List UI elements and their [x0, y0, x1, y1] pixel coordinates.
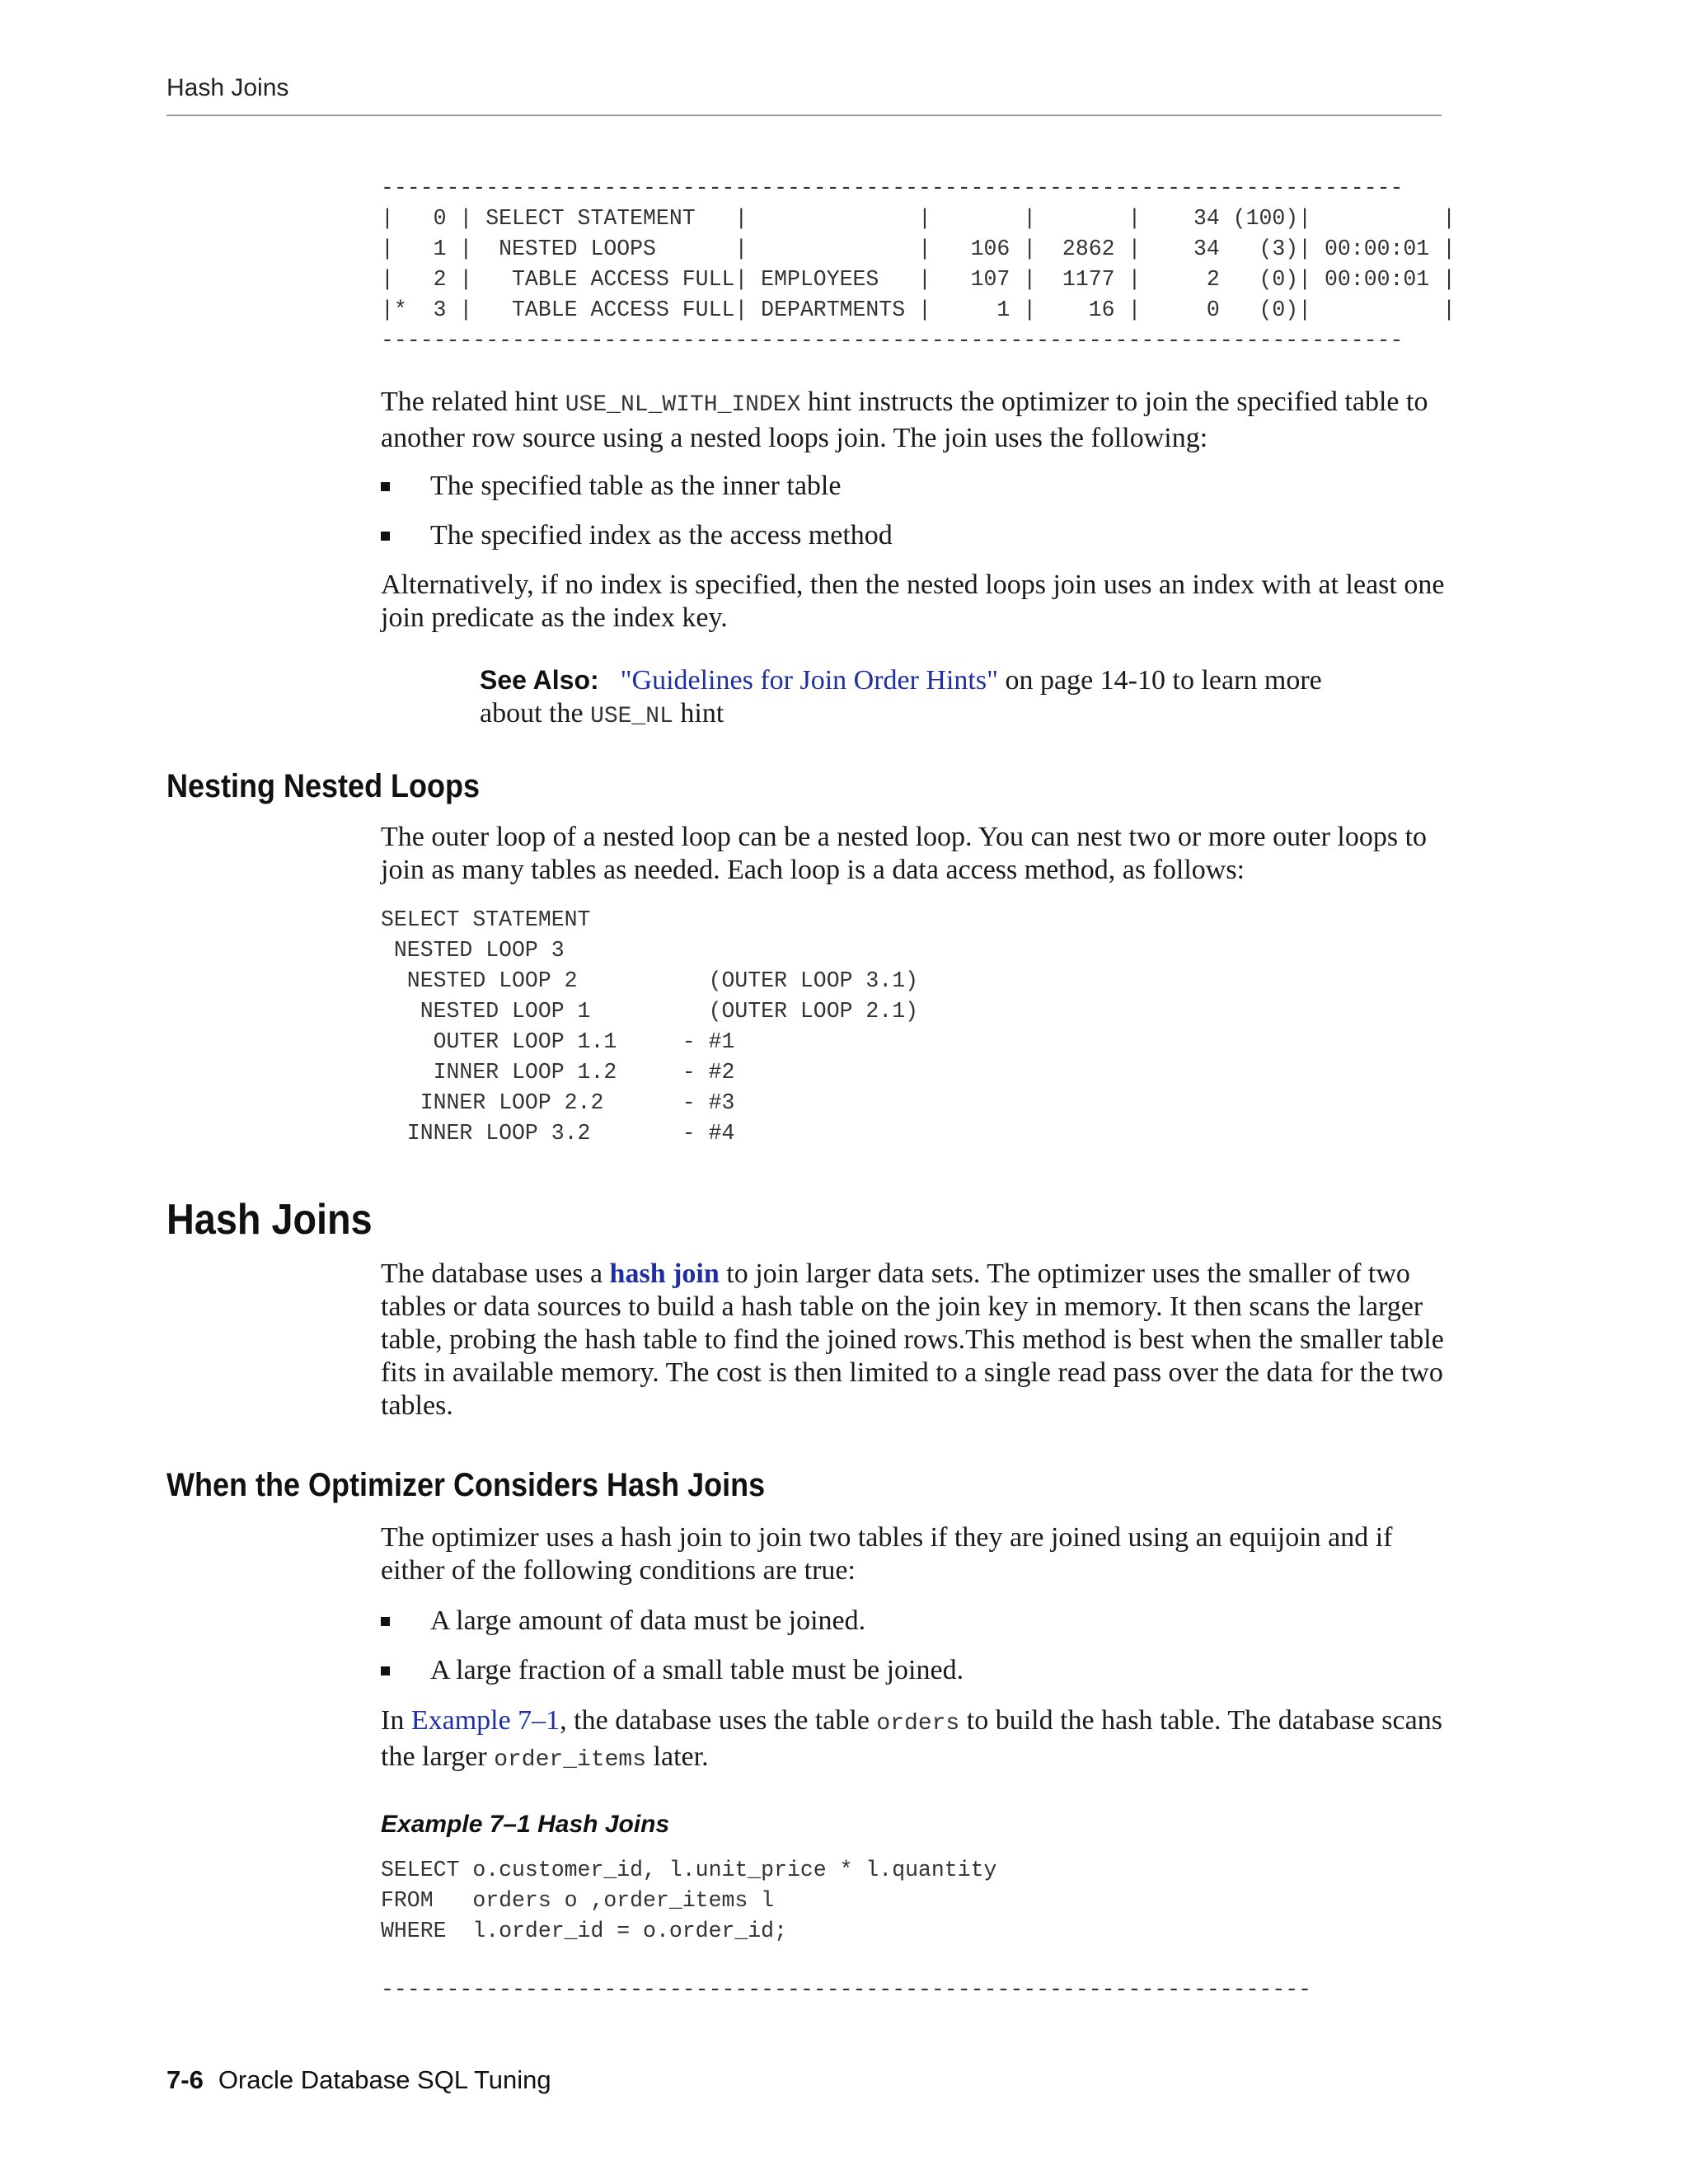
bullet-square-icon: [381, 532, 390, 541]
see-also-label: See Also:: [480, 665, 599, 695]
code-line: OUTER LOOP 1.1 - #1: [381, 1029, 735, 1054]
nested-loops-code-block: [381, 905, 918, 1149]
plan-line: ------------------------------------------------------------------------------: [381, 328, 1404, 353]
code-line: SELECT STATEMENT: [381, 907, 591, 932]
example-code-block: [381, 1855, 996, 1947]
alternatively-paragraph: Alternatively, if no index is specified, then the nested loops join uses an index with at least one join predicate as the index key.: [381, 569, 1445, 633]
plan-line: ------------------------------------------------------------------------------: [381, 176, 1404, 200]
example-7-1-link[interactable]: Example 7–1: [410, 1705, 560, 1736]
code-line: FROM orders o ,order_items l: [381, 1888, 775, 1913]
plan-line: |* 3 | TABLE ACCESS FULL| DEPARTMENTS | 1 | 16 | 0 (0)| |: [381, 298, 1456, 322]
hint-code: USE_NL_WITH_INDEX: [565, 392, 801, 418]
use-nl-with-index-paragraph: The related hint USE_NL_WITH_INDEX hint instructs the optimizer to join the specified table to another row source using a nested loops join. The join uses the following:: [381, 387, 1428, 453]
plan-line: | 0 | SELECT STATEMENT | | | | 34 (100)| |: [381, 206, 1456, 231]
code-line: INNER LOOP 3.2 - #4: [381, 1121, 735, 1146]
guidelines-link[interactable]: "Guidelines for Join Order Hints": [620, 665, 998, 696]
code-line: SELECT o.customer_id, l.unit_price * l.quantity: [381, 1858, 997, 1882]
bullet-square-icon: [381, 1666, 390, 1675]
code-line: INNER LOOP 2.2 - #3: [381, 1090, 735, 1115]
see-also-note: See Also: "Guidelines for Join Order Hints" on page 14-10 to learn more about the USE_NL hint: [480, 665, 1322, 729]
code-line: INNER LOOP 1.2 - #2: [381, 1060, 735, 1085]
plan-line: | 1 | NESTED LOOPS | | 106 | 2862 | 34 (3)| 00:00:01 |: [381, 237, 1456, 261]
page-number: 7-6: [166, 2065, 204, 2094]
example-title: Example 7–1 Hash Joins: [381, 1811, 670, 1838]
example-plan-rule: -----------------------------------------------------------------------: [381, 1977, 1312, 2002]
section-heading-nesting-nested-loops: Nesting Nested Loops: [166, 768, 481, 804]
code-line: NESTED LOOP 3: [381, 938, 565, 963]
code-line: WHERE l.order_id = o.order_id;: [381, 1919, 787, 1943]
code-line: NESTED LOOP 1 (OUTER LOOP 2.1): [381, 999, 919, 1024]
page-footer: [166, 2065, 551, 2095]
running-header-title: Hash Joins: [166, 74, 289, 101]
when-paragraph: The optimizer uses a hash join to join two tables if they are joined using an equijoin and if either of the following conditions are true:: [381, 1522, 1393, 1586]
hash-join-paragraph: The database uses a hash join to join larger data sets. The optimizer uses the smaller of two tables or data sources to build a hash table on the join key in memory. It then scans the larger table, probing the hash table to find the joined rows.This method is best when the smaller table fits in available memory. The cost is then limited to a single read pass over the data for the two tables.: [381, 1258, 1444, 1421]
code-line: NESTED LOOP 2 (OUTER LOOP 3.1): [381, 968, 919, 993]
hash-join-glossary-link[interactable]: hash join: [609, 1258, 720, 1289]
example-reference-paragraph: In Example 7–1, the database uses the table orders to build the hash table. The database scans the larger order_items later.: [381, 1705, 1442, 1773]
book-title: Oracle Database SQL Tuning: [218, 2065, 551, 2094]
header-rule: [166, 115, 1442, 116]
section-heading-when-optimizer-considers: When the Optimizer Considers Hash Joins: [166, 1467, 766, 1503]
nesting-paragraph: The outer loop of a nested loop can be a nested loop. You can nest two or more outer loops to join as many tables as needed. Each loop is a data access method, as follows:: [381, 822, 1428, 885]
execution-plan-table: [381, 173, 1456, 356]
plan-line: | 2 | TABLE ACCESS FULL| EMPLOYEES | 107 | 1177 | 2 (0)| 00:00:01 |: [381, 267, 1456, 292]
section-heading-hash-joins: Hash Joins: [166, 1196, 373, 1244]
bullet-square-icon: [381, 1617, 390, 1626]
bullet-square-icon: [381, 482, 390, 491]
